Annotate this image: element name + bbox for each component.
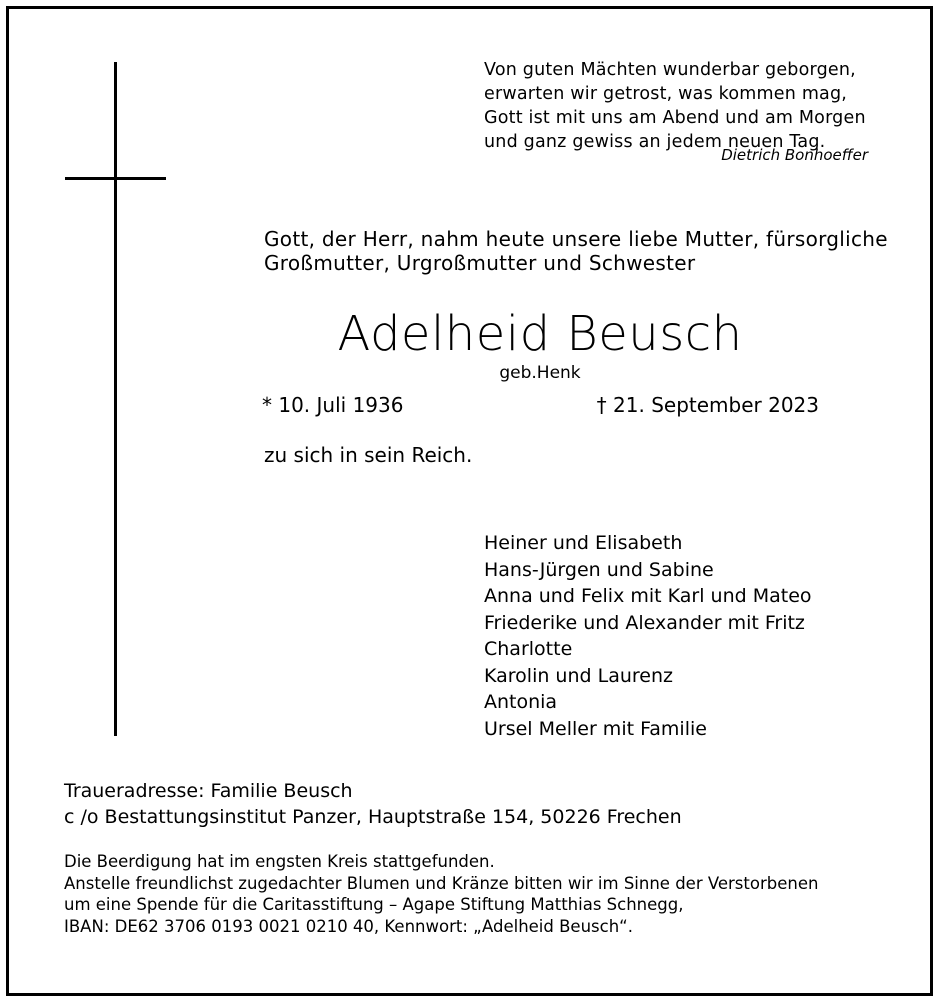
birth-date: * 10. Juli 1936 (262, 393, 404, 417)
address-line: c /o Bestattungsinstitut Panzer, Hauptstraße 154, 50226 Frechen (64, 806, 682, 828)
mourner-item: Hans-Jürgen und Sabine (484, 558, 714, 581)
cross-icon (114, 62, 117, 736)
quote-line: Gott ist mit uns am Abend und am Morgen (484, 108, 866, 128)
notice-line: um eine Spende für die Caritasstiftung – Agape Stiftung Matthias Schnegg, (64, 895, 684, 914)
cross-icon-bar (65, 177, 166, 180)
quote-line: erwarten wir getrost, was kommen mag, (484, 84, 848, 104)
mourner-item: Friederike und Alexander mit Fritz (484, 611, 805, 634)
intro-text (264, 227, 888, 275)
mourner-item: Anna und Felix mit Karl und Mateo (484, 585, 812, 607)
mourners-list (484, 530, 812, 742)
intro-line: Gott, der Herr, nahm heute unsere liebe Mutter, fürsorgliche (264, 227, 888, 251)
mourner-item: Charlotte (484, 638, 573, 660)
notice-line: Die Beerdigung hat im engsten Kreis stattgefunden. (64, 852, 495, 871)
deceased-name: Adelheid Beusch (337, 306, 743, 362)
mourner-item: Heiner und Elisabeth (484, 532, 683, 554)
intro-line: Großmutter, Urgroßmutter und Schwester (264, 251, 696, 275)
funeral-notice (64, 851, 818, 937)
closing-text: zu sich in sein Reich. (264, 443, 473, 467)
death-date: † 21. September 2023 (596, 393, 819, 417)
notice-line: IBAN: DE62 3706 0193 0021 0210 40, Kennwort: „Adelheid Beusch“. (64, 916, 633, 936)
quote-line: und ganz gewiss an jedem neuen Tag. (484, 132, 826, 152)
quote-line: Von guten Mächten wunderbar geborgen, (484, 60, 856, 80)
mourner-item: Karolin und Laurenz (484, 664, 673, 687)
quote-author: Dietrich Bonhoeffer (721, 146, 868, 164)
maiden-name: geb.Henk (499, 363, 581, 383)
address-line: Traueradresse: Familie Beusch (64, 780, 353, 802)
mourner-item: Antonia (484, 691, 558, 713)
mourning-address (64, 778, 682, 830)
notice-line: Anstelle freundlichst zugedachter Blumen und Kränze bitten wir im Sinne der Verstorbenen (64, 873, 819, 893)
mourner-item: Ursel Meller mit Familie (484, 717, 707, 740)
bonhoeffer-quote (484, 58, 866, 154)
